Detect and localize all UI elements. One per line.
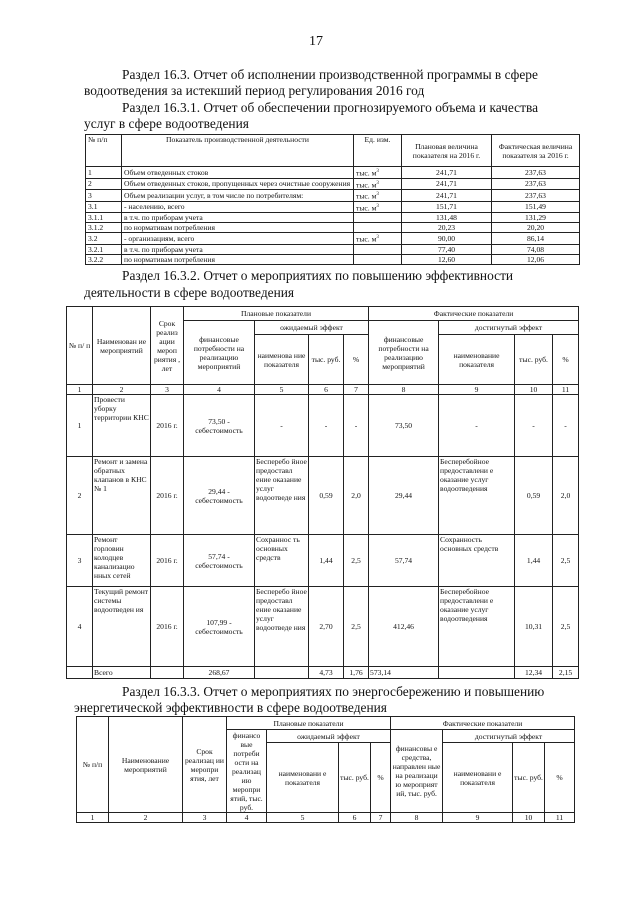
header-fact-rub: тыс. руб. [513,743,545,813]
colnum: 6 [309,385,344,395]
colnum: 3 [183,813,227,823]
unit-text: тыс. м [356,168,377,178]
cell-term: 2016 г. [151,395,184,457]
colnum: 8 [369,385,439,395]
header-plan-pct: % [344,335,369,385]
cell-plan-rub: 0,59 [309,457,344,535]
header-plan-fin: финанcо вые потреби ости на реализац ию меропри ятий, тыс. руб. [227,730,267,813]
cell-plan-indicator: Бесперебо йное предоставл ение оказание услуг водоотведе ния [255,587,309,667]
header-num: № п/ п [67,307,93,385]
unit-sup: 3 [376,169,379,174]
header-plan-group: Плановые показатели [227,717,391,730]
page-number: 17 [309,34,323,49]
cell-name: Ремонт горловин колодцев канализацио нных сетей [93,535,151,587]
table-header-row [86,135,580,167]
cell-fact: 151,49 [492,201,580,213]
cell-name: Объем отведенных стоков [122,167,354,179]
header-name: Наименован ие мероприятий [93,307,151,385]
cell-fact-fin: 73,50 [369,395,439,457]
cell-num: 4 [67,587,93,667]
cell-plan-fin: 57,74 - себестоимость [184,535,255,587]
colnum: 11 [545,813,575,823]
header-plan-rub: тыс. руб. [309,335,344,385]
table-row [86,223,580,233]
colnum: 1 [77,813,109,823]
total-plan-fin: 268,67 [184,667,255,679]
header-fact-rub: тыс. руб. [515,335,553,385]
cell-unit [354,244,402,254]
cell-num: 2 [86,178,122,190]
cell-fact-indicator: Сохранность основных средств [439,535,515,587]
cell-fact-rub: 10,31 [515,587,553,667]
production-indicators-table [85,134,580,265]
cell-plan: 241,71 [402,167,492,179]
header-num: № п/п [77,717,109,813]
cell-fact-rub: - [515,395,553,457]
cell-num: 1 [67,395,93,457]
cell-plan-rub: 2,70 [309,587,344,667]
table-row [86,201,580,213]
table-row [67,535,579,587]
cell-fact-fin: 29,44 [369,457,439,535]
energy-saving-measures-table [76,716,575,823]
header-plan-fin: финансовые потребности на реализацию мероприятий [184,321,255,385]
cell-unit [354,167,402,179]
unit-sup: 3 [376,203,379,209]
colnum: 9 [443,813,513,823]
colnum: 8 [391,813,443,823]
cell-num: 3 [67,535,93,587]
table-row [86,178,580,190]
table-header-row [77,717,575,730]
cell-plan: 90,00 [402,233,492,245]
header-num: № п/п [86,135,122,167]
cell-plan-indicator: Сохраннос ть основных средств [255,535,309,587]
section-16-3-3-title-line1: Раздел 16.3.3. Отчет о мероприятиях по энергосбережению и повышению [122,684,545,699]
colnum: 5 [255,385,309,395]
cell-fact: 74,08 [492,244,580,254]
header-plan-pct: % [371,743,391,813]
colnum: 2 [93,385,151,395]
cell-plan: 20,23 [402,223,492,233]
cell-unit [354,213,402,223]
cell-name: Текущий ремонт системы водоотведен ия [93,587,151,667]
header-plan-group: Плановые показатели [184,307,369,321]
cell-plan-pct: 2,0 [344,457,369,535]
header-expected: ожидаемый эффект [267,730,391,743]
cell-name: Объем отведенных стоков, пропущенных через очистные сооружения [122,178,354,190]
header-fact-fin: финансовые потребности на реализацию мероприятий [369,321,439,385]
colnum: 10 [513,813,545,823]
cell-fact: 86,14 [492,233,580,245]
table-row [67,395,579,457]
cell-plan-indicator: Бесперебо йное предоставл ение оказание услуг водоотведе ния [255,457,309,535]
unit-text: тыс. м [356,234,377,244]
cell-num: 3.2 [86,233,122,245]
table-row [86,233,580,245]
cell-fact-indicator: - [439,395,515,457]
colnum: 1 [67,385,93,395]
cell-num: 3.1.2 [86,223,122,233]
cell-fact-indicator: Бесперебойное предоставлени е оказание услуг водоотведения [439,457,515,535]
cell-name: в т.ч. по приборам учета [122,213,354,223]
cell-unit [354,254,402,264]
unit-sup: 3 [376,180,379,186]
cell-term: 2016 г. [151,535,184,587]
colnum: 11 [553,385,579,395]
cell-fact: 20,20 [492,223,580,233]
cell-fact: 237,63 [492,190,580,202]
total-fact-pct: 2,15 [553,667,579,679]
cell-num: 2 [67,457,93,535]
column-number-row [67,385,579,395]
cell-plan-pct: - [344,395,369,457]
cell-num: 3.1.1 [86,213,122,223]
colnum: 4 [184,385,255,395]
unit-text: тыс. м [356,191,377,201]
total-fact-fin: 573,14 [369,667,439,679]
header-name: Наименование мероприятий [109,717,183,813]
cell-name: - населению, всего [122,201,354,213]
header-plan-indicator: наименовани е показателя [267,743,339,813]
cell-fact-pct: - [553,395,579,457]
cell-fact: 131,29 [492,213,580,223]
header-fact: Фактическая величина показателя за 2016 г. [492,135,580,167]
table-row [86,254,580,264]
cell-plan-rub: - [309,395,344,457]
cell-plan: 241,71 [402,178,492,190]
cell-name: Провести уборку территории КНС [93,395,151,457]
cell-plan-fin: 107,99 - себестоимость [184,587,255,667]
cell-unit [354,223,402,233]
table-row [86,213,580,223]
cell-fact-pct: 2,5 [553,587,579,667]
section-16-3-2-title-line1: Раздел 16.3.2. Отчет о мероприятиях по повышению эффективности [122,268,514,283]
colnum: 7 [344,385,369,395]
cell-plan-rub: 1,44 [309,535,344,587]
table-row [86,244,580,254]
section-16-3-1-title-line1: Раздел 16.3.1. Отчет об обеспечении прогнозируемого объема и качества [122,100,539,115]
unit-text: тыс. м [356,180,377,190]
cell-name: по нормативам потребления [122,223,354,233]
header-term: Срок реализац ии меропри ятия, лет [183,717,227,813]
cell-name: - организациям, всего [122,233,354,245]
cell-name: Объем реализации услуг, в том числе по потребителям: [122,190,354,202]
cell-fact: 12,06 [492,254,580,264]
header-fact-indicator: наименовани е показателя [443,743,513,813]
section-16-3-title-line1: Раздел 16.3. Отчет об исполнении производственной программы в сфере [122,67,538,82]
unit-sup: 3 [376,192,379,198]
header-indicator: Показатель производственной деятельности [122,135,354,167]
table-row [86,190,580,202]
cell-fact-pct: 2,5 [553,535,579,587]
header-achieved: достигнутый эффект [443,730,575,743]
cell-plan-fin: 29,44 - себестоимость [184,457,255,535]
cell-name: по нормативам потребления [122,254,354,264]
header-fact-indicator: наименование показателя [439,335,515,385]
unit-text: тыс. м [356,203,377,213]
cell-fact-fin: 412,46 [369,587,439,667]
total-row [67,667,579,679]
cell-num: 3.2.2 [86,254,122,264]
cell-fact-rub: 0,59 [515,457,553,535]
efficiency-measures-table [66,306,579,679]
header-fact-pct: % [545,743,575,813]
cell-unit [354,178,402,190]
colnum: 9 [439,385,515,395]
cell-unit [354,201,402,213]
colnum: 2 [109,813,183,823]
cell-num: 3 [86,190,122,202]
header-fact-group: Фактические показатели [369,307,579,321]
cell-unit [354,190,402,202]
column-number-row [77,813,575,823]
colnum: 7 [371,813,391,823]
colnum: 5 [267,813,339,823]
header-fact-pct: % [553,335,579,385]
header-expected: ожидаемый эффект [255,321,369,335]
colnum: 4 [227,813,267,823]
cell-plan-indicator: - [255,395,309,457]
total-label: Всего [93,667,151,679]
header-plan-indicator: наименова ние показателя [255,335,309,385]
cell-name: Ремонт и замена обратных клапанов в КНС № 1 [93,457,151,535]
total-fact-rub: 12,34 [515,667,553,679]
table-header-row [67,307,579,321]
table-row [67,457,579,535]
section-16-3-title-line2: водоотведения за истекший период регулирования 2016 год [84,83,425,98]
cell-num: 3.2.1 [86,244,122,254]
cell-plan-fin: 73,50 - себестоимость [184,395,255,457]
cell-plan: 12,60 [402,254,492,264]
header-unit: Ед. изм. [354,135,402,167]
cell-num: 1 [86,167,122,179]
cell-name: в т.ч. по приборам учета [122,244,354,254]
cell-plan-pct: 2,5 [344,535,369,587]
section-16-3-1-title-line2: услуг в сфере водоотведения [84,116,249,131]
section-16-3-3-title-line2: энергетической эффективности в сфере водоотведения [74,700,387,715]
cell-plan: 77,40 [402,244,492,254]
cell-term: 2016 г. [151,587,184,667]
cell-plan: 131,48 [402,213,492,223]
section-16-3-2-title-line2: деятельности в сфере водоотведения [84,285,295,300]
unit-sup: 3 [376,235,379,241]
cell-fact-pct: 2,0 [553,457,579,535]
header-fact-fin: финансовы е средства, направлен ные на реализаци ю мероприят ий, тыс. руб. [391,730,443,813]
cell-plan: 151,71 [402,201,492,213]
cell-fact: 237,63 [492,167,580,179]
cell-fact-indicator: Бесперебойное предоставлени е оказание услуг водоотведения [439,587,515,667]
cell-plan-pct: 2,5 [344,587,369,667]
table-row [67,587,579,667]
header-fact-group: Фактические показатели [391,717,575,730]
table-row [86,167,580,179]
colnum: 6 [339,813,371,823]
cell-num: 3.1 [86,201,122,213]
header-plan: Плановая величина показателя на 2016 г. [402,135,492,167]
header-plan-rub: тыс. руб. [339,743,371,813]
cell-fact-fin: 57,74 [369,535,439,587]
total-plan-pct: 1,76 [344,667,369,679]
colnum: 10 [515,385,553,395]
header-achieved: достигнутый эффект [439,321,579,335]
colnum: 3 [151,385,184,395]
total-plan-rub: 4,73 [309,667,344,679]
cell-fact: 237,63 [492,178,580,190]
header-term: Срок реализ ации мероп риятия , лет [151,307,184,385]
cell-fact-rub: 1,44 [515,535,553,587]
cell-unit [354,233,402,245]
cell-plan: 241,71 [402,190,492,202]
cell-term: 2016 г. [151,457,184,535]
